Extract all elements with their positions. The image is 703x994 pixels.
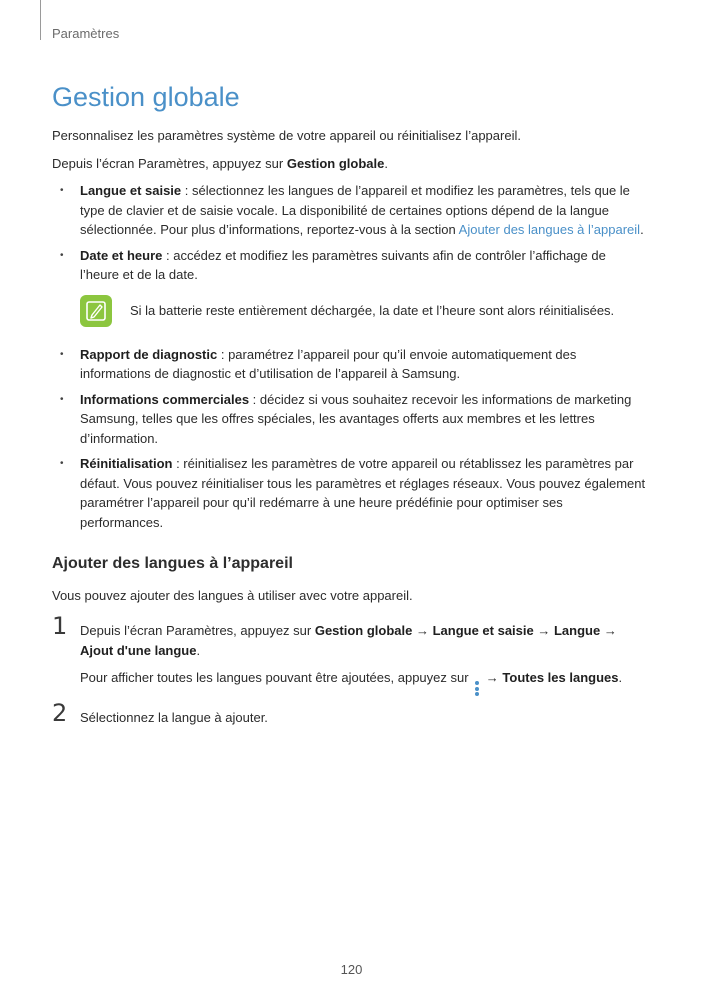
header-rule xyxy=(40,0,41,40)
intro-line-2-bold: Gestion globale xyxy=(286,155,385,171)
section-intro: Vous pouvez ajouter des langues à utiliser avec votre appareil. xyxy=(52,587,413,603)
more-options-icon xyxy=(475,681,479,696)
step-number: 2 xyxy=(52,699,68,727)
arrow: → xyxy=(412,623,433,638)
step-suffix: . xyxy=(196,642,201,658)
step-2 xyxy=(52,699,648,728)
item-suffix: . xyxy=(640,222,644,237)
intro-line-1: Personnalisez les paramètres système de votre appareil ou réinitialisez l’appareil. xyxy=(52,128,521,143)
note-pen-icon xyxy=(80,295,112,327)
item-term: Réinitialisation xyxy=(80,456,173,471)
step-text: Depuis l’écran Paramètres, appuyez sur xyxy=(80,623,315,638)
intro-line-2-suffix: . xyxy=(384,155,388,171)
step-suffix: . xyxy=(618,670,623,685)
step-number: 1 xyxy=(52,612,68,640)
menu-path-3: Langue xyxy=(553,623,601,638)
intro-line-2 xyxy=(52,154,648,174)
menu-path-2: Langue et saisie xyxy=(432,623,534,638)
menu-path-1: Gestion globale xyxy=(314,623,413,638)
note-text: Si la batterie reste entièrement déchargée, la date et l’heure sont alors réinitialisées. xyxy=(130,302,615,318)
page-content xyxy=(52,126,648,740)
section-link[interactable]: Ajouter des langues à l’appareil xyxy=(458,222,641,237)
list-item xyxy=(52,246,648,285)
item-text: : décidez si vous souhaitez recevoir les informations de marketing Samsung, telles que les offres spéciales, les avantages offerts aux membres et les lettres d’information. xyxy=(80,391,632,446)
step-subinstruction xyxy=(80,668,648,696)
item-text: : sélectionnez les langues de l’appareil et modifiez les paramètres, tels que le type de clavier et de saisie vocale. La disponibilité de certaines options dépend de la langue sélectionnée. Pour plus d’informations, reportez-vous à la section xyxy=(80,183,630,237)
step-instruction: Sélectionnez la langue à ajouter. xyxy=(80,710,268,725)
step-subtext: Pour afficher toutes les langues pouvant être ajoutées, appuyez sur xyxy=(80,670,473,685)
section-header: Paramètres xyxy=(52,26,120,41)
item-text: : accédez et modifiez les paramètres suivants afin de contrôler l’affichage de l’heure et de la date. xyxy=(80,247,606,282)
page-number: 120 xyxy=(340,962,363,977)
arrow: → xyxy=(482,670,503,685)
list-item xyxy=(52,181,648,240)
item-term: Rapport de diagnostic xyxy=(80,346,218,362)
item-text: : paramétrez l’appareil pour qu’il envoie automatiquement des informations de diagnostic et d’utilisation de l’appareil à Samsung. xyxy=(80,346,577,381)
list-item xyxy=(52,454,648,532)
list-item xyxy=(52,390,648,449)
step-instruction xyxy=(80,621,648,660)
arrow: → xyxy=(533,623,554,638)
note-box xyxy=(80,295,648,327)
step-1 xyxy=(52,612,648,696)
option-list xyxy=(52,181,648,285)
menu-path-4: Ajout d'une langue xyxy=(80,642,197,658)
intro-line-2-text: Depuis l’écran Paramètres, appuyez sur xyxy=(52,155,287,171)
menu-path-all-languages: Toutes les langues xyxy=(502,670,619,685)
item-term: Langue et saisie xyxy=(80,183,182,198)
list-item xyxy=(52,345,648,384)
option-list-2 xyxy=(52,345,648,533)
section-heading: Ajouter des langues à l’appareil xyxy=(52,555,293,572)
item-term: Date et heure xyxy=(80,247,163,263)
arrow: → xyxy=(600,623,617,638)
item-term: Informations commerciales xyxy=(80,391,250,407)
item-text: : réinitialisez les paramètres de votre appareil ou rétablissez les paramètres par défaut. Vous pouvez réinitialiser tous les paramètres et réglages réseaux. Vous pouvez également paramétrer l’appareil pour qu’il redémarre à une heure prédéfinie pour optimiser ses performances. xyxy=(80,456,646,530)
page-title: Gestion globale xyxy=(52,82,240,112)
